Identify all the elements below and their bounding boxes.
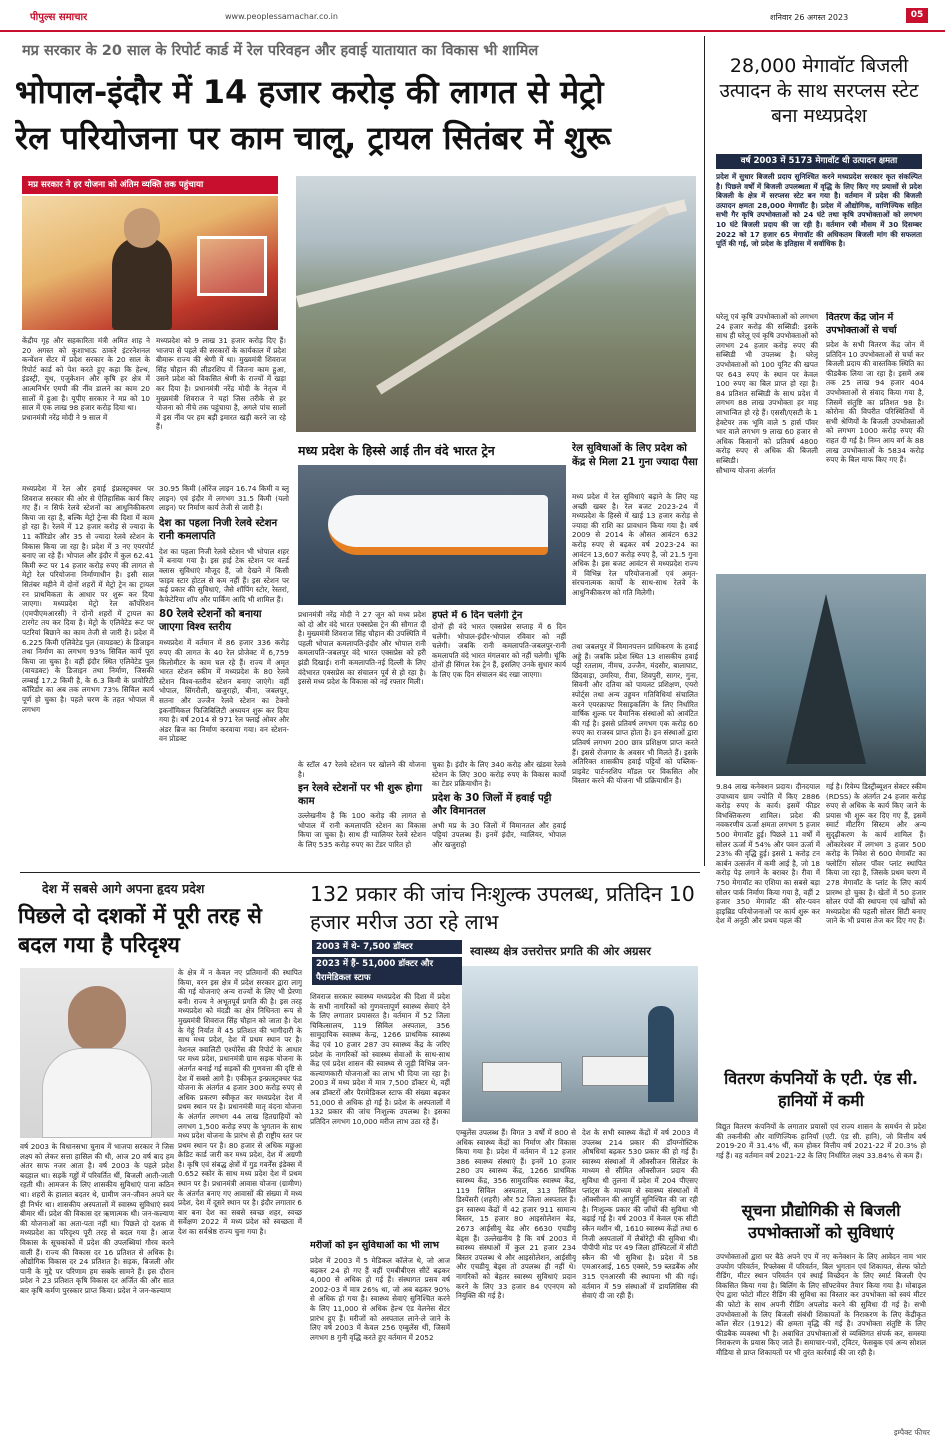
metro-aerial-photo — [296, 176, 696, 432]
col2-text-c: मध्यप्रदेश में वर्तमान में 86 हजार 336 करोड़ रुपए की लागत के 40 रेल प्रोजेक्ट में 6,759 किलोमीटर के काम चल रहे हैं। राज्य में अमृत भारत स्टेशन स्कीम में मध्यप्रदेश के 80 रेलवे स्टेशन विश्व-स्तरीय स्टेशन बनाए जाएंगे। वहीं भोपाल, सिंगरौली, खजुराहो, बीना, जबलपुर, सतना और उज्जैन रेलवे स्टेशन का टेक्नो इकनॉमिकल फिजिबिलिटी अध्ययन शुरू कर दिया गया है। वर्ष 2014 से 971 रेल फ्लाई ओवर और अंडर ब्रिज का निर्माण करवाया गया। वन स्टेशन-वन प्रोडक्ट — [159, 638, 289, 744]
stations-text-d: उल्लेखनीय है कि 100 करोड़ की लागत से भोपाल में रानी कमलापति स्टेशन का विकास किया जा चुका है। साथ ही ग्वालियर रेलवे स्टेशन के लिए 535 करोड़ रुपए का टेंडर पारित हो — [298, 811, 426, 849]
col2-text-b: देश का पहला निजी रेलवे स्टेशन भी भोपाल शहर में बनाया गया है। इस हाई टेक स्टेशन पर वर्ल्ड क्लास सुविधाएं मौजूद हैं, जो देखने में किसी फाइव स्टार होटल से कम नहीं हैं। इस स्टेशन पर कई प्रकार की सुविधाएं, जैसे शॉपिंग स्टोर, रेस्तरां, कैफेटेरिया शॉप और पार्किंग आदि भी शामिल हैं। — [159, 546, 289, 604]
it-services-text: उपभोक्ताओं द्वारा घर बैठे अपने एप में नए कनेक्शन के लिए आवेदन नाम भार उपयोग परिवर्तन, रिफ्लेक्स में परिवर्तन, बिल भुगतान एवं शिकायत, सेल्फ फोटो रीडिंग, मीटर स्थान परिवर्तन एवं स्थाई विच्छेदन के लिए स्मार्ट बिजली ऐप विकसित किया गया है। बिलिंग के लिए सॉफ्टवेयर तैयार किया गया है। मोबाइल ऐप द्वारा फोटो मीटर रीडिंग की सुविधा का विस्तार कर उपभोक्ता को स्वयं मीटर की फोटो के साथ अपनी रीडिंग अपलोड करने की सुविधा दी गई है। सभी उपभोक्ताओं के लिए बिजली संबंधी शिकायतों के निराकरण के लिए केंद्रीकृत कॉल सेंटर (1912) की क्षमता वृद्धि की गई है। उपभोक्ता संतुष्टि के लिए फीडबैक व्यवस्था भी है। अबाधित उपभोक्ताओं से व्यक्तिगत संपर्क कर, समस्या निराकरण के प्रयास किए जाते हैं। समाचार-पत्रों, ट्विटर, फेसबुक एवं अन्य सोशल मीडिया से प्राप्त शिकायतों पर भी तुरंत कार्रवाई की जा रही है। — [716, 1252, 926, 1357]
rail-funding-headline: रेल सुविधाओं के लिए प्रदेश को केंद्र से मिला 21 गुना ज्यादा पैसा — [572, 443, 698, 468]
two-decades-text: वर्ष 2003 के विधानसभा चुनाव में भाजपा सरकार ने जिस लक्ष्य को लेकर सत्ता हासिल की थी, आज 20 वर्ष बाद हम अंतर साफ नजर आता है। वर्ष 2003 के पहले प्रदेश बदहाल था। सड़कें गड्ढों में परिवर्तित थीं, बिजली आती-जाती रहती थी। आमजन के लिए शासकीय सुविधाएं पाना कठिन था। शहरों के हालात बदतर थे, ग्रामीण जन-जीवन अपने घर ही निर्भर था। शासकीय अस्पतालों में स्वास्थ्य सुविधाएं स्वयं बीमार थीं। प्रदेश की विकास दर ऋणात्मक थी। जन-कल्याण की योजनाओं का अता-पता नहीं था। पिछले दो दशक में मध्यप्रदेश का परिदृश्य पूरी तरह से बदल गया है। आज विकास के सूचकांकों में प्रदेश की उपलब्धियां गौरव करने वाली हैं। राज्य की विकास दर 16 प्रतिशत से अधिक है। औद्योगिक विकास दर 24 प्रतिशत है। सड़क, बिजली और पानी के मुद्दे पर परिणाम हम सबके सामने हैं। इस दौरान प्रदेश ने 23 प्रतिशत कृषि विकास दर अर्जित की और सात बार कृषि कर्मण पुरस्कार प्राप्त किया। प्रदेश ने जन-कल्याण — [20, 1142, 174, 1295]
doctors-2023-badge: 2023 में हैं- 51,000 डॉक्टर और पैरामेडिकल स्टाफ — [312, 957, 462, 985]
col2-text-a: 30.95 किमी (ऑरेंज लाइन 16.74 किमी व ब्लू लाइन) एवं इंदौर में लगभग 31.5 किमी (यलो लाइन) पर निर्माण कार्य तेजी से जारी है। — [159, 484, 289, 513]
top-headline-line1: भोपाल-इंदौर में 14 हजार करोड़ की लागत से मेट्रो — [15, 73, 604, 111]
rail-funding-text: मध्य प्रदेश में रेल सुविधाएं बढ़ाने के लिए यह अच्छी खबर है। रेल बजट 2023-24 में मध्यप्रदेश के हिस्से में खाई 13 हजार करोड़ से ज्यादा की राशि का प्रावधान किया गया है। वर्ष 2009 से 2014 के औसत आवंटन 632 करोड़ रुपए से बढ़कर वर्ष 2023-24 का आवंटन 13,607 करोड़ रुपए है, जो 21.5 गुना अधिक है। इस बजट आवंटन से मध्यप्रदेश राज्य में विभिन्न रेल परियोजनाओं एवं अमृत-संरचनात्मक कार्यों के साथ-साथ रेलवे के आधुनिकीकरण को गति मिलेगी। — [572, 492, 698, 597]
airports-text: तथा जबलपुर में विमानपत्तन प्राधिकरण के हवाई अड्डे हैं। जबकि प्रदेश स्थित 13 शासकीय हवाई पट्टी रतलाम, नीमच, उज्जैन, मंदसौर, बालाघाट, छिंदवाड़ा, उमरिया, रीवा, शिवपुरी, सागर, गुना, सिवनी और दतिया को पायलट प्रशिक्षण, एयरो स्पोर्ट्स तथा अन्य उड्डयन गतिविधियां संचालित करने एयरक्राफ्ट रिसाइकलिंग के लिए निर्धारित वार्षिक शुल्क पर वैमानिक संस्थाओं को आवंटित की गई है। इससे प्रतिवर्ष लगभग एक करोड़ 60 रुपए का राजस्व प्राप्त होता है। इन संस्थाओं द्वारा प्रतिवर्ष लगभग 200 छात्र प्रशिक्षण प्राप्त करते हैं। इससे रोजगार के अवसर भी मिलते हैं। इसके अतिरिक्त शासकीय हवाई पट्टियों को पब्लिक-प्राइवेट पार्टनरशिप मॉडल पर विकसित और विस्तार करने की योजना भी प्रक्रियाधीन है। — [572, 642, 698, 786]
doctor-figure — [648, 1006, 674, 1102]
speaker-silhouette — [112, 236, 172, 330]
world-class-stations-subhead: 80 रेलवे स्टेशनों को बनाया जाएगा विश्व स्तरीय — [159, 609, 262, 634]
chief-minister-photo — [20, 968, 174, 1138]
cm-body — [42, 1048, 152, 1138]
atc-losses-headline: वितरण कंपनियों के एटी. एंड सी. हानियों में कमी — [724, 1069, 918, 1110]
vande-text-a: प्रधानमंत्री नरेंद्र मोदी ने 27 जून को मध्य प्रदेश को दो और वंदे भारत एक्सप्रेस ट्रेन की सौगात दी है। मुख्यमंत्री शिवराज सिंह चौहान की उपस्थिति में पहली भोपाल कमलापति-इंदौर और भोपाल रानी कमलापति-जबलपुर वंदे भारत एक्सप्रेस को हरी झंडी दिखाई। रानी कमलापति-नई दिल्ली के लिए वंदेभारत एक्सप्रेस का संचालन पूर्व से हो रहा है। इससे मध्य प्रदेश के विकास को नई रफ्तार मिली। — [298, 610, 426, 687]
banner-text-graphic — [197, 236, 267, 296]
metro-viaduct-2 — [376, 206, 670, 395]
paper-logo: पीपुल्स समाचार — [30, 12, 88, 23]
top-kicker: मप्र सरकार के 20 साल के रिपोर्ट कार्ड में रेल परिवहन और हवाई यातायात का विकास भी शामिल — [22, 43, 539, 59]
top-headline-line2: रेल परियोजना पर काम चालू, ट्रायल सितंबर में शुरू — [15, 119, 611, 157]
vande-col-b — [432, 610, 566, 760]
speaker-head — [124, 208, 160, 248]
consumer-talk-text: प्रदेश के सभी वितरण केंद्र जोन में प्रतिदिन 10 उपभोक्ताओं से चर्चा कर बिजली प्रदाय की वास्तविक स्थिति का फीडबैक लिया जा रहा है। इसमें अब तक 25 लाख 94 हजार 404 उपभोक्ताओं से संवाद किया गया है, जिसमें संतुष्टि का प्रतिशत 98 है। कोरोना की विपरीत परिस्थितियों में सभी श्रेणियों के बिजली उपभोक्ताओं को लगभग 1000 करोड़ रुपए की राहत दी गई है। निम्न आय वर्ग के 88 लाख उपभोक्ताओं के 5834 करोड़ रुपए के बिल माफ किए गए हैं। — [826, 340, 924, 465]
patient-facilities-text: प्रदेश में 2003 में 5 मेडिकल कॉलेज थे, जो आज बढ़कर 24 हो गए हैं वहीं एमबीबीएस सीटें बढ़कर 4,000 से अधिक हो गई हैं। संस्थागत प्रसव वर्ष 2002-03 में मात्र 26% था, जो अब बढ़कर 90% से अधिक हो गया है। स्वास्थ्य सेवाएं सुनिश्चित करने के लिए 11,000 से अधिक हेल्थ एंड वेलनेस सेंटर प्रारंभ हुए हैं। मरीजों को अस्पताल लाने-ले जाने के लिए वर्ष 2003 में केवल 256 एम्बुलेंस थीं, जिसमें लगभग 8 गुनी वृद्धि करते हुए वर्तमान में 2052 — [310, 1256, 450, 1342]
atc-losses-text: विद्युत वितरण कंपनियों के लगातार प्रयासों एवं राज्य शासन के समर्थन से प्रदेश की तकनीकी और वाणिज्यिक हानियाँ (एटी. एंड सी. हानि), जो वित्तीय वर्ष 2019-20 में 31.4% थीं, कम होकर वित्तीय वर्ष 2021-22 में 20.3% हो गई हैं। वह वर्तमान वर्ष 2021-22 के लिए निर्धारित लक्ष्य 33.84% से कम हैं। — [716, 1122, 926, 1160]
patient-facilities-subhead: मरीजों को इन सुविधाओं का भी लाभ — [310, 1240, 439, 1251]
power-intro: प्रदेश में सुधार बिजली प्रदाय सुनिश्चित करने मध्यप्रदेश सरकार कृत संकल्पित है। पिछले वर्षों में बिजली उपलब्धता में वृद्धि के लिए किए गए प्रयासों से प्रदेश बिजली के क्षेत्र में सरप्लस स्टेट बन गया है। वर्तमान में प्रदेश की बिजली उत्पादन क्षमता 28,000 मेगावॉट है। प्रदेश में औद्योगिक, वाणिज्यिक सहित सभी गैर कृषि उपभोक्ताओं को 24 घंटे तथा कृषि उपभोक्ताओं को लगभग 10 घंटे बिजली प्रदाय की जा रही है। वर्तमान रबी मौसम में 30 दिसम्बर 2022 को 17 हजार 65 मेगावॉट की अधिकतम बिजली मांग की सफलता पूर्ति की गई, जो प्रदेश के इतिहास में सर्वाधिक है। — [716, 172, 922, 249]
rdss-text: गई है। रिवेम्प डिस्ट्रीब्यूशन सेक्टर स्कीम (RDSS) के अंतर्गत 24 हजार करोड़ रुपए से अधिक के कार्य किए जाने के प्रयास भी शुरू कर दिए गए हैं, इसमें स्मार्ट मीटरिंग सिस्टम और अन्य सुदृढ़ीकरण के कार्य शामिल हैं। ओंकारेश्वर में लगभग 3 हजार 500 करोड़ के निवेश से 600 मेगावॉट का फ्लोटिंग सोलर पॉवर प्लांट स्थापित किया जा रहा है, जिसके प्रथम चरण में 278 मेगावॉट के प्लांट के लिए कार्य प्रारम्भ हो चुका है। खेतों में 50 हजार सोलर पंपों की स्थापना एवं खाँचों को मध्यप्रदेश की पहली सोलर सिटी बनाए जाने के भी प्रयास तेज कर दिए गए हैं। — [826, 782, 926, 926]
issue-date: शनिवार 26 अगस्त 2023 — [770, 13, 849, 22]
airstrip-col — [432, 760, 566, 866]
health-progress-band: स्वास्थ्य क्षेत्र उत्तरोत्तर प्रगति की ओर अग्रसर — [470, 944, 651, 958]
bottom-kicker: देश में सबसे आगे अपना हृदय प्रदेश — [42, 881, 205, 896]
power-headline: 28,000 मेगावॉट बिजली उत्पादन के साथ सरप्लस स्टेट बना मध्यप्रदेश — [719, 55, 919, 127]
metro-viaduct — [296, 199, 687, 307]
health-intro-text: शिवराज सरकार स्वास्थ्य मध्यप्रदेश की दिशा में प्रदेश के सभी नागरिकों को गुणवत्तापूर्ण स्वास्थ्य सेवाएं देने के लिए लगातार प्रयासरत है। वर्तमान में 52 जिला चिकित्सालय, 119 सिविल अस्पताल, 356 सामुदायिक स्वास्थ्य केन्द्र, 1266 प्राथमिक स्वास्थ्य केंद्र एवं 10 हजार 287 उप स्वास्थ्य केंद्र के जरिए प्रदेश के नागरिकों को स्वास्थ्य सेवाओं के साथ-साथ केंद्र एवं प्रदेश शासन की स्वास्थ्य से जुड़ी विभिन्न जन-कल्याणकारी योजनाओं का लाभ भी दिया जा रहा है। 2003 में मध्य प्रदेश में मात्र 7,500 डॉक्टर थे, वहीं अब डॉक्टरों और पैरामेडिकल स्टाफ की संख्या बढ़कर 51,000 से अधिक हो गई है। प्रदेश के अस्पतालों में 132 प्रकार की जांच निःशुल्क उपलब्ध है। इसका प्रतिदिन लगभग 10,000 मरीज लाभ उठा रहे हैं। — [310, 992, 450, 1126]
bottom-headline: पिछले दो दशकों में पूरी तरह से बदल गया है परिदृश्य — [18, 904, 262, 958]
hospital-ward-photo — [462, 966, 698, 1122]
impact-feature-label: इम्पैक्ट फीचर — [893, 1428, 930, 1437]
vande-bharat-headline: मध्य प्रदेश के हिस्से आई तीन वंदे भारत ट्रेन — [298, 443, 495, 458]
right-column-divider — [704, 36, 705, 866]
stations-work-subhead: इन रेलवे स्टेशनों पर भी शुरू होगा काम — [298, 783, 423, 808]
metro-article-col1: मध्यप्रदेश में रेल और हवाई इंफ्रास्ट्रक्चर पर शिवराज सरकार की ओर से ऐतिहासिक कार्य किए गए हैं। न सिर्फ रेलवे स्टेशनों का आधुनिकीकरण किया जा रहा है, बल्कि मेट्रो ट्रेन्स की दिशा में काम हो रहा है। रेलवे में 12 हजार करोड़ से ज्यादा के 11 कॉरिडोर और 35 से ज्यादा रेलवे स्टेशन के विकास किया जा रहा है। प्रदेश में 3 नए एयरपोर्ट बनाए जा रहे हैं। भोपाल और इंदौर में कुल 62.41 किमी रूट पर 14 हजार करोड़ रुपए की लागत से मेट्रो रेल परियोजना निर्माणाधीन है। इसी साल सितंबर महीने में दोनों शहरों में मेट्रो ट्रेन का ट्रायल रन प्राथमिकता के आधार पर शुरू कर दिया जाएगा। मध्यप्रदेश मेट्रो रेल कॉर्पोरेशन (एमपीएमआरसी) ने दोनों शहरों में ट्रायल का टारगेट तय कर दिया है। मेट्रो के एलिवेटेड रूट पर पटरियां बिछाने का काम तेजी से जारी है। प्रदेश में 6.225 किमी एलिवेटेड पुल (वायडक्ट) के डिजाइन तथा निर्माण का लगभग 93% सिविल कार्य पूरा किया जा चुका है। वहीं इंदौर स्थित एलिवेटेड पुल (वायडक्ट) के डिजाइन तथा निर्माण, जिसकी लम्बाई 17.2 किमी है, के 6.3 किमी के प्रायोरिटी कॉरिडोर का अब तक लगभग 73% सिविल कार्य पूर्ण हो चुका है। पहले चरण के तहत भोपाल में लगभग — [22, 484, 154, 714]
power-tower-photo — [716, 574, 926, 776]
power-capacity-bar: वर्ष 2003 में 5173 मेगावॉट थी उत्पादन क्षमता — [716, 154, 922, 169]
amit-shah-photo — [22, 196, 278, 330]
health-diagnostics-text: देश के सभी स्वास्थ्य केंद्रों में वर्ष 2003 में उपलब्ध 214 प्रकार की डॉयग्नोस्टिक औषधियां बढ़कर 530 प्रकार की हो गई हैं। स्वास्थ्य संस्थाओं में ऑक्सीजन सिलेंडर के माध्यम से सीमित ऑक्सीजन प्रदाय की सुविधा थी तुलना में प्रदेश में 204 पीएसए प्लांट्स के माध्यम से स्वास्थ्य संस्थाओं में ऑक्सीजन की आपूर्ति सुनिश्चित की जा रही है। निःशुल्क प्रकार की जाँचों की सुविधा भी बढ़ाई गई है। वर्ष 2003 में केवल एक सीटी स्कैन मशीन थी, 1610 स्वास्थ्य केंद्रों तथा 6 निजी अस्पतालों में लैबोरेट्री की सुविधा थी। पीपीपी मोड पर 49 जिला हॉस्पिटलों में सीटी स्कैन की भी सुविधा है। प्रदेश में 58 एमआरआई, 165 एक्सरे, 59 ब्लडबैंक और 315 एनआरसी की स्थापना भी की गई। वर्तमान में 59 संस्थाओं में डायलिसिस की सेवाएं दी जा रही हैं। — [582, 1128, 698, 1301]
it-services-headline: सूचना प्रौद्योगिकी से बिजली उपभोक्ताओं को सुविधाएं — [741, 1201, 901, 1242]
photo-caption-left: केंद्रीय गृह और सहकारिता मंत्री अमित शाह ने 20 अगस्त को कुशाभाऊ ठाकरे इंटरनेशनल कन्वेंशन सेंटर में प्रदेश सरकार के 20 साल के रिपोर्ट कार्ड को पेश करते हुए कहा कि हेल्थ, इंडस्ट्री, यूथ, एजुकेशन और कृषि हर क्षेत्र में आत्मनिर्भर एमपी की नींव डालने का काम 20 सालों में हुआ है। यूपीए सरकार ने मप्र को 10 साल में एक लाख 98 हजार करोड़ दिया था। प्रधानमंत्री नरेंद्र मोदी ने 9 साल में — [22, 336, 150, 422]
doctors-2003-badge: 2003 में थे- 7,500 डॉक्टर — [312, 940, 462, 954]
metro-article-col2 — [159, 484, 289, 866]
six-days-subhead: हफ्ते में 6 दिन चलेगी ट्रेन — [432, 610, 523, 621]
cm-head — [68, 986, 126, 1052]
website-url[interactable]: www.peoplessamachar.co.in — [225, 12, 338, 21]
consumer-talk-col — [826, 312, 924, 570]
train-body — [328, 495, 548, 555]
achievements-text: के क्षेत्र में न केवल नए प्रतिमानों की स्थापित किया, वरन इस क्षेत्र में प्रदेश सरकार द्वारा लागू की गई योजनाएं अन्य राज्यों के लिए भी प्रेरणा बनी। राज्य ने अभूतपूर्व प्रगति की है। इस तरह मध्यप्रदेश को मंदडी का क्षेत्र निधिनता रूप से मुख्यमंत्री शिवराज सिंह चौहान को जाता है। देश के गेहूं निर्यात में 45 प्रतिशत की भागीदारी के साथ मध्य प्रदेश, देश में प्रथम स्थान पर है। नेशनल क्वालिटी एश्योरेंस की रिपोर्ट के आधार पर मध्य प्रदेश, प्रधानमंत्री ग्राम सड़क योजना के अंतर्गत बनाई गई सड़कों की गुणवत्ता की दृष्टि से देश में सबसे आगे है। एकीकृत इन्फ्रास्ट्रक्चर फंड योजना के अंतर्गत 4 हजार 300 करोड़ रुपए से अधिक प्रकरण स्वीकृत कर मध्यप्रदेश देश में प्रथम स्थान पर है। प्रधानमंत्री मातृ वंदना योजना के अंतर्गत लगभग 44 लाख हितग्राहियों को लगभग 1,500 करोड़ रुपए के भुगतान के साथ मध्य प्रदेश योजना के प्रारंभ से ही राष्ट्रीय स्तर पर प्रथम स्थान पर है। 80 हजार से अधिक मछुआ क्रेडिट कार्ड जारी कर मध्य प्रदेश, देश में अग्रणी है। कृषि एवं संबद्ध क्षेत्रों में गुड गवर्नेंस इंडेक्स में 0.652 स्कोर के साथ मध्य प्रदेश देश में प्रथम स्थान पर है। प्रधानमंत्री आवास योजना (ग्रामीण) के अंतर्गत बनाए गए आवासों की संख्या में मध्य प्रदेश, देश में दूसरे स्थान पर है। इंदौर लगातार 6 बार बना देश का सबसे स्वच्छ शहर, स्वच्छ सर्वेक्षण 2022 में मध्य प्रदेश को स्वच्छता में देश का सर्वश्रेष्ठ राज्य चुना गया है। — [178, 968, 302, 1237]
stations-col — [298, 760, 426, 866]
consumer-talk-subhead: वितरण केंद्र जोन में उपभोक्ताओं से चर्चा — [826, 312, 897, 336]
hospital-bed-1 — [482, 1062, 562, 1092]
vande-bharat-photo — [298, 465, 566, 605]
section-divider — [20, 872, 700, 873]
stations-text-c: के स्टॉल 47 रेलवे स्टेशन पर खोलने की योजना है। — [298, 760, 426, 779]
photo-caption-right: मध्यप्रदेश को 9 लाख 31 हजार करोड़ दिए हैं। भाजपा से पहले की सरकारों के कार्यकाल में प्रदेश बीमारू राज्य की श्रेणी में था। मुख्यमंत्री शिवराज सिंह चौहान की लीडरशिप में जितना काम हुआ, उसने प्रदेश को विकसित श्रेणी के राज्यों में खड़ा कर दिया है। प्रधानमंत्री नरेंद्र मोदी के नेतृत्व में मुख्यमंत्री शिवराज ने यहां जिस तरीके से हर योजना को नीचे तक पहुंचाया है, अगले पांच सालों में इस नींव पर हम बड़ी इमारत खड़ी करने जा रहे हैं। — [156, 336, 286, 432]
pylon-shape — [786, 594, 866, 764]
masthead — [0, 0, 945, 32]
health-infra-text: एम्बुलेंस उपलब्ध हैं। विगत 3 वर्षों में 800 से अधिक स्वास्थ्य केंद्रों का निर्माण और विकास किया गया है। प्रदेश में वर्तमान में 12 हजार 386 स्वास्थ्य संस्थाएं हैं। इनमें 10 हजार 280 उप स्वास्थ्य केंद्र, 1266 प्राथमिक स्वास्थ्य केंद्र, 356 सामुदायिक स्वास्थ्य केंद्र, 119 सिविल अस्पताल, 313 सिविल डिस्पेंसरी (शहरी) और 52 जिला अस्पताल हैं। इन स्वास्थ्य केंद्रों में 42 हजार 911 सामान्य बिस्तर, 15 हजार 80 आइसोलेशन बेड, 2673 आईसीयू बेड और 6630 एचडीयू बेड्स हैं। उल्लेखनीय है कि वर्ष 2003 में स्वास्थ्य संस्थाओं में कुल 21 हजार 234 बिस्तर उपलब्ध थे और आइसोलेशन, आईसीयू और एचडीयू बेड्स तो उपलब्ध ही नहीं थे। नागरिकों को बेहतर स्वास्थ्य सुविधाएं प्रदान करने के लिए 33 हजार 84 एएनएम को नियुक्ति की गई है। — [456, 1128, 576, 1301]
report-card-band: मप्र सरकार ने हर योजना को अंतिम व्यक्ति तक पहुंचाया — [22, 176, 278, 194]
airstrips-subhead: प्रदेश के 30 जिलों में हवाई पट्टी और विमानतल — [432, 792, 552, 817]
airstrip-text-b: अभी मप्र के 30 जिलों में विमानतल और हवाई पट्टियां उपलब्ध हैं। इनमें इंदौर, ग्वालियर, भोपाल और खजुराहो — [432, 820, 566, 849]
vande-text-b: दोनों ही वंदे भारत एक्सप्रेस सप्ताह में 6 दिन चलेंगी। भोपाल-इंदौर-भोपाल रविवार को नहीं चलेगी। जबकि रानी कमलापति-जबलपुर-रानी कमलापति वंदे भारत मंगलवार को नहीं चलेगी। चूंकि दोनों ही सिंगल रेक ट्रेन हैं, इसलिए उनके सुधार कार्य के लिए एक दिन संचालन बंद रखा जाएगा। — [432, 622, 566, 679]
airstrip-text-a: चुका है। इंदौर के लिए 340 करोड़ और खंडवा रेलवे स्टेशन के लिए 300 करोड़ रुपए के विकास कार्यों का टेंडर प्रक्रियाधीन है। — [432, 760, 566, 789]
page-number: 05 — [906, 8, 928, 23]
renewables-text: 9.84 लाख कनेक्शन प्रदाय। दीनदयाल उपाध्याय ग्राम ज्योति में किए 2886 करोड़ रुपए के कार्य। इसमें फीडर विभक्तिकरण शामिल। प्रदेश की नवकरणीय ऊर्जा क्षमता लगभग 5 हजार 500 मेगावॉट हुई। पिछले 11 वर्षों में सोलर ऊर्जा में 54% और पवन ऊर्जा में 23% की वृद्धि हुई। इससे 1 करोड़ टन कार्बन उत्सर्जन में कमी आई है, जो 18 करोड़ पेड़ लगाने के बराबर है। रीवा में 750 मेगावॉट का एशिया का सबसे बड़ा सोलर पार्क निर्माण किया गया है, वहीं 2 हजार 350 मेगावॉट की सौर-पवन हाइब्रिड परियोजनाओं पर कार्य शुरू कर देश में अनूठी और प्रथम पहल की — [716, 782, 820, 926]
health-headline: 132 प्रकार की जांच निःशुल्क उपलब्ध, प्रतिदिन 10 हजार मरीज उठा रहे लाभ — [310, 882, 695, 934]
private-station-subhead: देश का पहला निजी रेलवे स्टेशन रानी कमलापति — [159, 517, 278, 542]
power-subsidy-text: घरेलू एवं कृषि उपभोक्ताओं को लगभग 24 हजार करोड़ की सब्सिडी: इसके साथ ही घरेलू एवं कृषि उपभोक्ताओं को लगभग 24 हजार करोड़ रुपए की सब्सिडी भी उपलब्ध है। घरेलू उपभोक्ताओं को 100 यूनिट की खपत पर 643 रुपए के स्थान पर केवल 100 रुपए का बिल प्राप्त हो रहा है। 84 प्रतिशत सब्सिडी के साथ प्रदेश में लगभग 88 लाख उपभोक्ता हर माह लाभान्वित हो रहे हैं। एससी/एसटी के 1 हेक्टेयर तक भूमि वाले 5 हार्स पॉवर भार वाले लगभग 9 लाख 60 हजार से अधिक किसानों को प्रतिवर्ष 4800 करोड़ रुपए से अधिक की बिजली सब्सिडी। सौभाग्य योजना अंतर्गत — [716, 312, 818, 475]
